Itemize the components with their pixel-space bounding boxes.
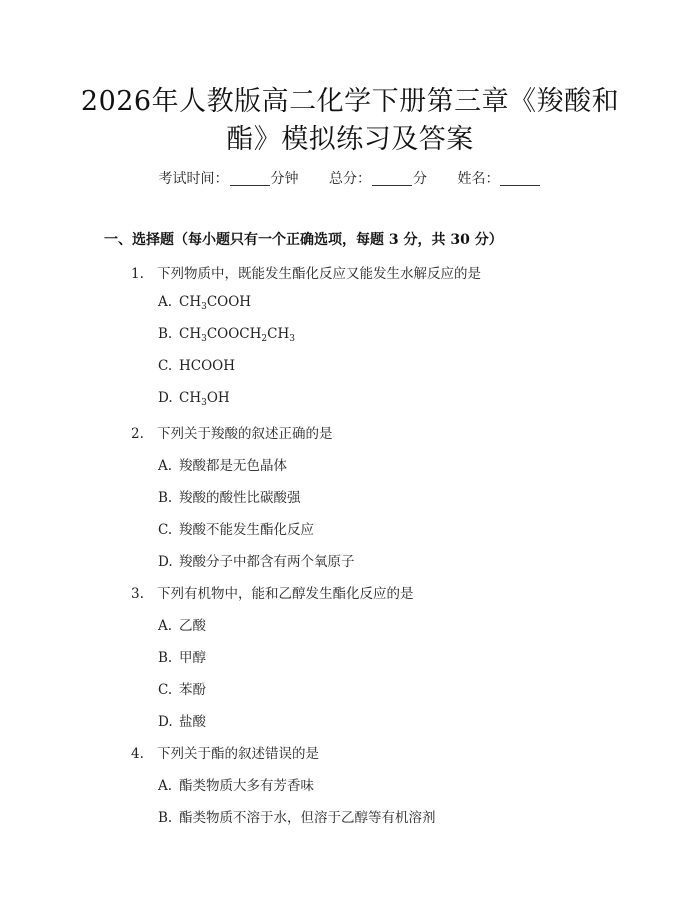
formula-part: CH	[179, 294, 202, 310]
question-2-option-c	[158, 518, 314, 538]
exam-time-field	[159, 168, 299, 188]
option-text: 乙酸	[179, 618, 206, 634]
option-formula	[179, 390, 230, 406]
option-text: 羧酸的酸性比碳酸强	[179, 490, 301, 506]
exam-time-unit: 分钟	[270, 171, 299, 187]
total-score-field	[329, 168, 427, 188]
formula-subscript: 3	[201, 302, 207, 312]
option-key: B.	[158, 490, 173, 506]
question-3-option-b	[158, 646, 206, 666]
option-key: C.	[158, 522, 173, 538]
document-title-line-2: 酯》模拟练习及答案	[226, 124, 474, 155]
formula-part: CH	[179, 326, 202, 342]
option-formula	[179, 326, 295, 342]
option-text: 盐酸	[179, 714, 206, 730]
question-number: 4.	[131, 746, 144, 762]
option-key: B.	[158, 326, 173, 342]
question-stem: 下列有机物中，能和乙醇发生酯化反应的是	[157, 586, 414, 602]
formula-subscript: 3	[201, 398, 207, 408]
total-score-blank	[372, 171, 412, 186]
question-3-option-a	[158, 614, 206, 634]
question-2-option-b	[158, 486, 301, 506]
option-key: C.	[158, 682, 173, 698]
formula-part: CH	[267, 326, 290, 342]
question-1-option-c	[158, 358, 235, 374]
option-key: A.	[158, 618, 173, 634]
option-text: 羧酸不能发生酯化反应	[179, 522, 314, 538]
total-score-unit: 分	[413, 171, 427, 187]
question-stem: 下列物质中，既能发生酯化反应又能发生水解反应的是	[157, 266, 481, 282]
question-number: 3.	[131, 586, 144, 602]
question-1-option-d	[158, 390, 230, 406]
option-text: 苯酚	[179, 682, 206, 698]
option-key: D.	[158, 554, 173, 570]
option-text: 羧酸都是无色晶体	[179, 458, 287, 474]
formula-part: COOCH	[206, 326, 262, 342]
question-1-option-b	[158, 326, 295, 342]
option-key: D.	[158, 714, 173, 730]
section-heading-multiple-choice: 一、选择题（每小题只有一个正确选项，每题 3 分，共 30 分）	[104, 232, 503, 248]
option-formula	[179, 294, 251, 310]
option-text: 甲醇	[179, 650, 206, 666]
option-text: 酯类物质不溶于水，但溶于乙醇等有机溶剂	[179, 810, 436, 826]
question-stem: 下列关于酯的叙述错误的是	[157, 746, 319, 762]
option-key: B.	[158, 650, 173, 666]
question-3-option-c	[158, 678, 206, 698]
exam-info-bar	[0, 168, 700, 188]
question-4-option-b	[158, 806, 436, 826]
option-text: 酯类物质大多有芳香味	[179, 778, 314, 794]
option-key: A.	[158, 458, 173, 474]
formula-part: OH	[206, 390, 230, 406]
question-4	[131, 742, 319, 762]
question-4-option-a	[158, 774, 314, 794]
question-1	[131, 262, 481, 282]
option-formula: HCOOH	[179, 358, 236, 374]
option-key: A.	[158, 778, 173, 794]
question-1-option-a	[158, 294, 251, 310]
option-key: A.	[158, 294, 173, 310]
question-stem: 下列关于羧酸的叙述正确的是	[157, 426, 333, 442]
option-text: 羧酸分子中都含有两个氧原子	[179, 554, 355, 570]
student-name-label: 姓名：	[457, 171, 500, 187]
student-name-field	[457, 168, 541, 188]
formula-subscript: 2	[261, 334, 268, 344]
exam-time-label: 考试时间：	[158, 171, 229, 187]
question-number: 2.	[131, 426, 144, 442]
option-key: D.	[158, 390, 173, 406]
total-score-label: 总分：	[329, 171, 371, 187]
question-3-option-d	[158, 710, 206, 730]
question-2	[131, 422, 333, 442]
question-3	[131, 582, 414, 602]
formula-part: CH	[179, 390, 202, 406]
formula-subscript: 3	[289, 334, 295, 344]
question-number: 1.	[131, 266, 144, 282]
option-key: C.	[158, 358, 173, 374]
question-2-option-d	[158, 550, 355, 570]
question-2-option-a	[158, 454, 287, 474]
document-title-line-1: 2026年人教版高二化学下册第三章《羧酸和	[80, 86, 620, 117]
formula-subscript: 3	[201, 334, 207, 344]
formula-part: COOH	[206, 294, 252, 310]
student-name-blank	[500, 171, 540, 186]
exam-time-blank	[230, 171, 270, 186]
option-key: B.	[158, 810, 173, 826]
